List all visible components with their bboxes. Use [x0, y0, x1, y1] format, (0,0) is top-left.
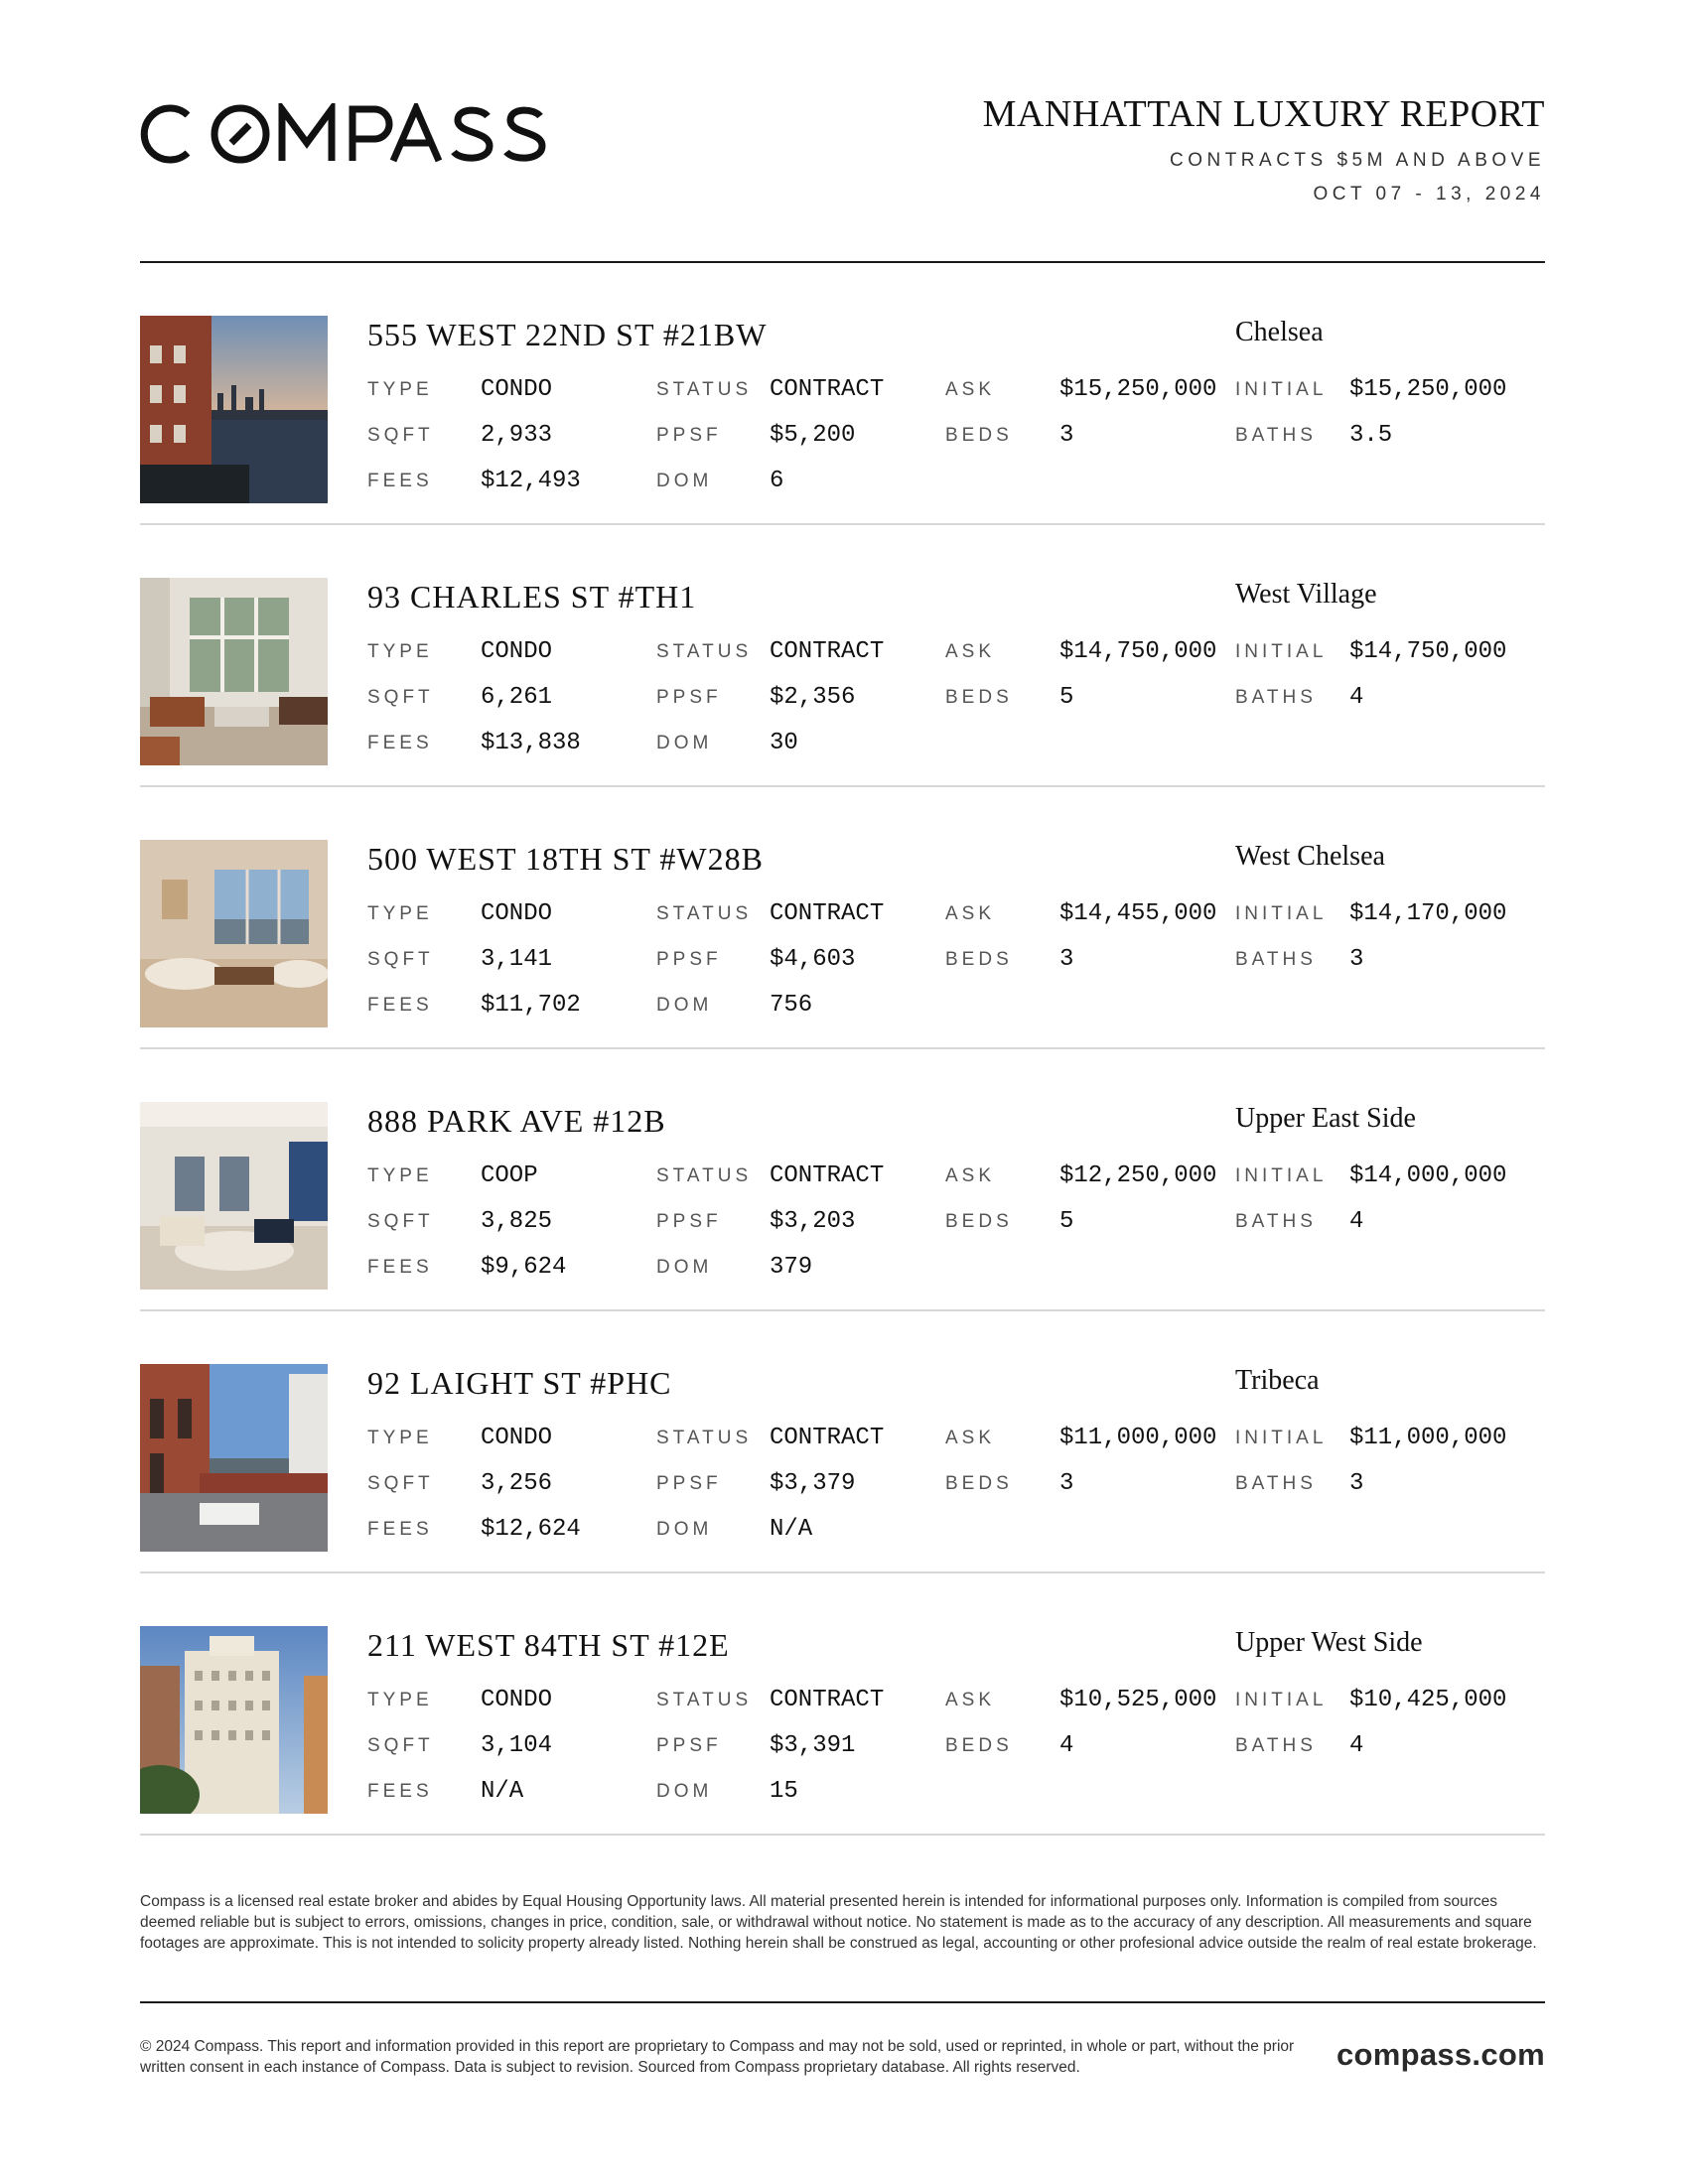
initial-label: INITIAL	[1235, 379, 1328, 400]
fees-label: FEES	[367, 995, 433, 1016]
ppsf-label: PPSF	[656, 1473, 722, 1494]
ask-label: ASK	[945, 1165, 996, 1186]
initial-value: $14,170,000	[1349, 900, 1507, 927]
ppsf-label: PPSF	[656, 949, 722, 970]
baths-value: 3.5	[1349, 422, 1393, 449]
report-title: MANHATTAN LUXURY REPORT	[982, 93, 1545, 135]
fees-label: FEES	[367, 471, 433, 491]
sqft-label: SQFT	[367, 687, 434, 708]
type-label: TYPE	[367, 1690, 433, 1710]
ppsf-value: $5,200	[770, 422, 856, 449]
type-label: TYPE	[367, 903, 433, 924]
terrace-photo	[140, 1364, 328, 1552]
listing-neighborhood: West Chelsea	[1235, 841, 1385, 872]
dom-label: DOM	[656, 733, 713, 753]
initial-label: INITIAL	[1235, 641, 1328, 662]
sqft-label: SQFT	[367, 949, 434, 970]
legal-disclaimer: Compass is a licensed real estate broker and abides by Equal Housing Opportunity laws. All material presented herein is intended for informational purposes only. Information is compiled from sources deemed reliable but is subject to errors, omissions, changes in price, condition, sale, or withdrawal without notice. No statement is made as to the accuracy of any description. All measurements and square footages are approximate. This is not intended to solicity property already listed. Nothing herein shall be construed as legal, accounting or other profesional advice outside the realm of real estate brokerage.	[140, 1893, 1537, 1952]
report-subtitle: CONTRACTS $5M AND ABOVE	[1169, 149, 1545, 171]
baths-value: 3	[1349, 1470, 1364, 1497]
sqft-value: 3,256	[481, 1470, 553, 1497]
type-value: CONDO	[481, 900, 553, 927]
fees-label: FEES	[367, 1781, 433, 1802]
dom-value: N/A	[770, 1516, 813, 1543]
dom-value: 756	[770, 992, 813, 1019]
beds-value: 3	[1059, 946, 1074, 973]
dom-label: DOM	[656, 995, 713, 1016]
initial-label: INITIAL	[1235, 1165, 1328, 1186]
listing-neighborhood: West Village	[1235, 579, 1377, 610]
baths-label: BATHS	[1235, 1211, 1317, 1232]
dom-label: DOM	[656, 471, 713, 491]
living-room-photo	[140, 578, 328, 765]
ask-label: ASK	[945, 1428, 996, 1448]
baths-value: 4	[1349, 1732, 1364, 1759]
baths-label: BATHS	[1235, 1473, 1317, 1494]
beds-label: BEDS	[945, 1211, 1013, 1232]
dom-value: 379	[770, 1254, 813, 1281]
beds-value: 5	[1059, 684, 1074, 711]
sqft-label: SQFT	[367, 425, 434, 446]
beds-label: BEDS	[945, 949, 1013, 970]
type-value: CONDO	[481, 1425, 553, 1451]
beds-value: 4	[1059, 1732, 1074, 1759]
ppsf-value: $4,603	[770, 946, 856, 973]
listing-address: 888 PARK AVE #12B	[367, 1103, 666, 1139]
initial-value: $11,000,000	[1349, 1425, 1507, 1451]
ppsf-value: $3,203	[770, 1208, 856, 1235]
status-label: STATUS	[656, 641, 753, 662]
dom-label: DOM	[656, 1257, 713, 1278]
listing-address: 500 WEST 18TH ST #W28B	[367, 841, 764, 877]
beds-value: 5	[1059, 1208, 1074, 1235]
dom-label: DOM	[656, 1519, 713, 1540]
type-label: TYPE	[367, 641, 433, 662]
initial-value: $14,000,000	[1349, 1162, 1507, 1189]
status-label: STATUS	[656, 1428, 753, 1448]
status-value: CONTRACT	[770, 376, 885, 403]
listing-row	[140, 787, 1545, 1049]
type-value: CONDO	[481, 376, 553, 403]
fees-value: $13,838	[481, 730, 581, 756]
sqft-value: 3,141	[481, 946, 553, 973]
status-label: STATUS	[656, 903, 753, 924]
listing-address: 211 WEST 84TH ST #12E	[367, 1627, 730, 1663]
sqft-value: 3,825	[481, 1208, 553, 1235]
ppsf-label: PPSF	[656, 1211, 722, 1232]
listings	[140, 263, 1545, 1836]
ask-label: ASK	[945, 641, 996, 662]
dom-value: 15	[770, 1778, 798, 1805]
sqft-label: SQFT	[367, 1735, 434, 1756]
initial-value: $10,425,000	[1349, 1687, 1507, 1713]
sqft-value: 6,261	[481, 684, 553, 711]
status-value: CONTRACT	[770, 1162, 885, 1189]
status-label: STATUS	[656, 379, 753, 400]
listing-neighborhood: Upper West Side	[1235, 1627, 1423, 1658]
baths-label: BATHS	[1235, 687, 1317, 708]
report-date-range: OCT 07 - 13, 2024	[1313, 183, 1545, 205]
ask-label: ASK	[945, 1690, 996, 1710]
fees-label: FEES	[367, 1257, 433, 1278]
listing-address: 555 WEST 22ND ST #21BW	[367, 317, 768, 352]
ask-label: ASK	[945, 379, 996, 400]
fees-value: $9,624	[481, 1254, 567, 1281]
listing-neighborhood: Upper East Side	[1235, 1103, 1416, 1134]
fees-value: N/A	[481, 1778, 524, 1805]
status-value: CONTRACT	[770, 1425, 885, 1451]
fees-value: $11,702	[481, 992, 581, 1019]
type-value: CONDO	[481, 638, 553, 665]
sqft-label: SQFT	[367, 1211, 434, 1232]
dom-value: 30	[770, 730, 798, 756]
fees-value: $12,624	[481, 1516, 581, 1543]
ppsf-value: $2,356	[770, 684, 856, 711]
baths-value: 4	[1349, 1208, 1364, 1235]
baths-value: 4	[1349, 684, 1364, 711]
initial-label: INITIAL	[1235, 1690, 1328, 1710]
report-title-block	[983, 94, 1545, 205]
initial-value: $15,250,000	[1349, 376, 1507, 403]
ask-value: $11,000,000	[1059, 1425, 1217, 1451]
ask-value: $12,250,000	[1059, 1162, 1217, 1189]
sqft-value: 3,104	[481, 1732, 553, 1759]
listing-row	[140, 1311, 1545, 1573]
sqft-value: 2,933	[481, 422, 553, 449]
skyline-view-photo	[140, 316, 328, 503]
fees-label: FEES	[367, 1519, 433, 1540]
ask-value: $14,455,000	[1059, 900, 1217, 927]
report-header	[140, 94, 1545, 223]
ppsf-value: $3,379	[770, 1470, 856, 1497]
type-label: TYPE	[367, 1165, 433, 1186]
type-value: CONDO	[481, 1687, 553, 1713]
lounge-photo	[140, 840, 328, 1027]
fees-value: $12,493	[481, 468, 581, 494]
listing-row	[140, 1049, 1545, 1311]
ask-label: ASK	[945, 903, 996, 924]
beds-label: BEDS	[945, 425, 1013, 446]
ask-value: $15,250,000	[1059, 376, 1217, 403]
fees-label: FEES	[367, 733, 433, 753]
sqft-label: SQFT	[367, 1473, 434, 1494]
ask-value: $10,525,000	[1059, 1687, 1217, 1713]
baths-value: 3	[1349, 946, 1364, 973]
beds-label: BEDS	[945, 1473, 1013, 1494]
status-label: STATUS	[656, 1690, 753, 1710]
ppsf-value: $3,391	[770, 1732, 856, 1759]
listing-neighborhood: Tribeca	[1235, 1365, 1320, 1396]
beds-label: BEDS	[945, 1735, 1013, 1756]
baths-label: BATHS	[1235, 425, 1317, 446]
initial-label: INITIAL	[1235, 1428, 1328, 1448]
type-value: COOP	[481, 1162, 538, 1189]
baths-label: BATHS	[1235, 1735, 1317, 1756]
compass-logo	[140, 99, 562, 169]
ppsf-label: PPSF	[656, 1735, 722, 1756]
ppsf-label: PPSF	[656, 425, 722, 446]
listing-row	[140, 1573, 1545, 1836]
status-value: CONTRACT	[770, 900, 885, 927]
initial-value: $14,750,000	[1349, 638, 1507, 665]
type-label: TYPE	[367, 379, 433, 400]
status-value: CONTRACT	[770, 1687, 885, 1713]
salon-photo	[140, 1102, 328, 1290]
ppsf-label: PPSF	[656, 687, 722, 708]
status-label: STATUS	[656, 1165, 753, 1186]
initial-label: INITIAL	[1235, 903, 1328, 924]
beds-value: 3	[1059, 1470, 1074, 1497]
beds-label: BEDS	[945, 687, 1013, 708]
dom-value: 6	[770, 468, 784, 494]
baths-label: BATHS	[1235, 949, 1317, 970]
dom-label: DOM	[656, 1781, 713, 1802]
listing-row	[140, 525, 1545, 787]
listing-address: 92 LAIGHT ST #PHC	[367, 1365, 672, 1401]
beds-value: 3	[1059, 422, 1074, 449]
footer-divider	[140, 2001, 1545, 2003]
listing-row	[140, 263, 1545, 525]
ask-value: $14,750,000	[1059, 638, 1217, 665]
copyright-notice: © 2024 Compass. This report and information provided in this report are proprietary to Compass and may not be sold, used or reprinted, in whole or part, without the prior written consent in each instance of Compass. Data is subject to revision. Sourced from Compass proprietary database. All rights reserved.	[140, 2038, 1295, 2076]
listing-address: 93 CHARLES ST #TH1	[367, 579, 697, 614]
type-label: TYPE	[367, 1428, 433, 1448]
building-exterior-photo	[140, 1626, 328, 1814]
website-link[interactable]: compass.com	[1336, 2037, 1545, 2072]
status-value: CONTRACT	[770, 638, 885, 665]
listing-neighborhood: Chelsea	[1235, 317, 1324, 347]
